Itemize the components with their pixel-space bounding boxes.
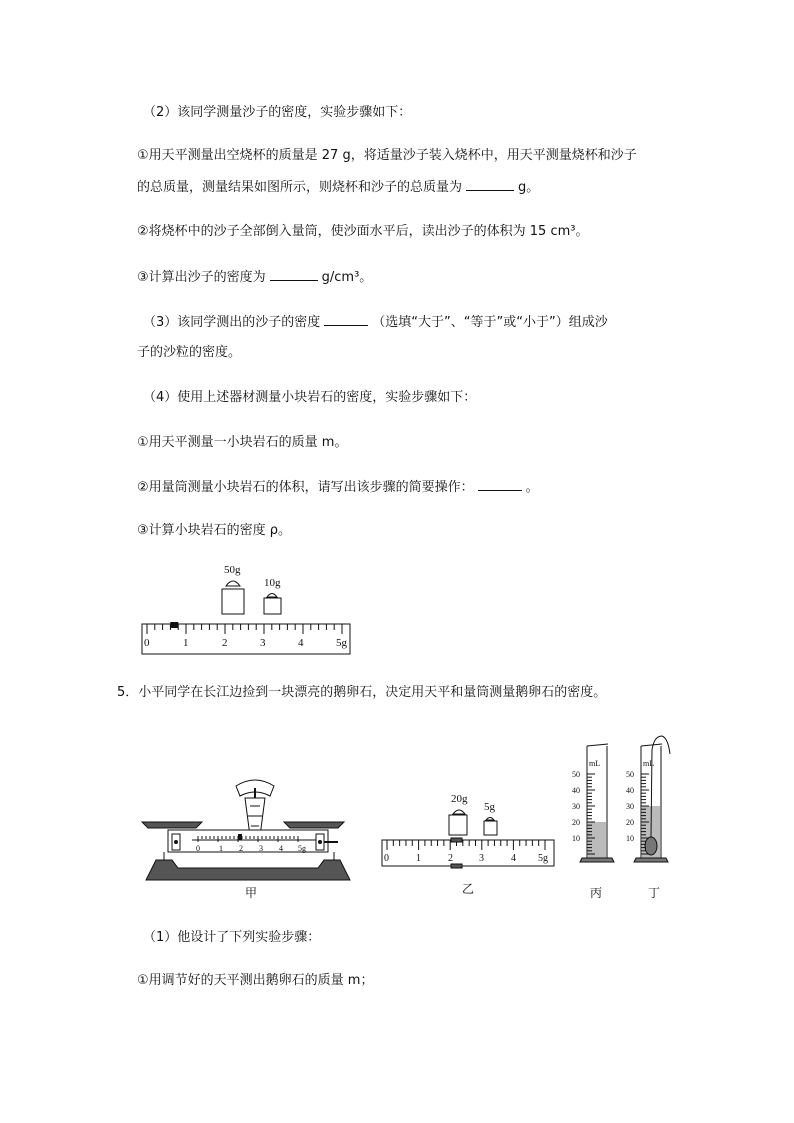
water-bing [588,822,606,858]
beam-label-5g: 5g [298,844,306,853]
scale-label-3: 3 [260,637,266,649]
bing-base [580,858,614,862]
weight-50g-label: 50g [224,564,241,576]
scale-label-1: 1 [183,637,189,649]
weight-10g-knob [267,594,277,598]
bing-mark-40: 40 [572,786,580,795]
q4-part4-step1: ①用天平测量一小块岩石的质量 m。 [137,435,348,450]
q5-scale-label-5g: 5g [538,853,548,864]
caption-jia: 甲 [245,886,258,900]
q4-part2-step3 [137,268,372,287]
q4-part2-step1-line2 [137,178,539,197]
q5-part1-intro: （1）他设计了下列实验步骤： [143,930,321,945]
weight-20g-label: 20g [451,793,468,805]
answer-blank-compare[interactable] [324,313,368,326]
bing-unit: mL [589,759,601,768]
bing-mark-50: 50 [572,770,580,779]
q4-part4-step2-text: ②用量筒测量小块岩石的体积，请写出该步骤的简要操作： [137,480,474,495]
q4-part4-intro: （4）使用上述器材测量小块岩石的密度，实验步骤如下： [143,390,477,405]
q4-mass-figure [140,560,355,660]
ding-mark-30: 30 [626,802,634,811]
q4-part2-step3-text: ③计算出沙子的密度为 [137,270,266,285]
bing-mark-10: 10 [572,834,580,843]
rider [170,622,178,628]
weight-5g [484,821,497,835]
q5-stem: 5．小平同学在长江边捡到一块漂亮的鹅卵石，决定用天平和量筒测量鹅卵石的密度。 [117,685,607,700]
ding-mark-10: 10 [626,834,634,843]
ding-mark-50: 50 [626,770,634,779]
q4-part2-intro: （2）该同学测量沙子的密度，实验步骤如下： [143,105,412,120]
q4-part2-step1-line1: ①用天平测量出空烧杯的质量是 27 g，将适量沙子装入烧杯中，用天平测量烧杯和沙子 [137,148,637,163]
q4-part3-text-b: （选填“大于”、“等于”或“小于”）组成沙 [372,315,608,330]
scale-label-0: 0 [144,637,150,649]
beam-rider [238,834,242,840]
q4-part3-text-a: （3）该同学测出的沙子的密度 [143,315,321,330]
q5-scale-label-0: 0 [384,853,389,864]
q4-part4-step2-end: 。 [525,480,539,495]
weight-50g-knob [226,581,240,586]
ding-unit: mL [643,759,655,768]
q5-part1-step1: ①用调节好的天平测出鹅卵石的质量 m； [137,973,374,988]
answer-blank-density[interactable] [270,268,318,281]
q4-part3-line1 [143,313,608,332]
answer-blank-total-mass[interactable] [466,178,514,191]
weight-10g-label: 10g [264,577,281,589]
fig-weights-scale [378,790,558,870]
fig-cylinder-bing [570,740,620,868]
scale-label-4: 4 [298,637,304,649]
unit-g: g。 [518,180,540,195]
weight-50g [222,589,244,614]
q4-part4-step3: ③计算小块岩石的密度 ρ。 [137,523,292,538]
beam-label-1: 1 [219,844,223,853]
caption-bing: 丙 [590,886,603,900]
caption-ding: 丁 [648,886,661,900]
ding-mark-20: 20 [626,818,634,827]
q5-scale-label-2: 2 [448,853,453,864]
caption-yi: 乙 [462,882,475,896]
q5-rider-top [451,838,462,842]
beam-label-3: 3 [259,844,263,853]
q5-rider-bottom [451,864,462,868]
unit-g-cm3: g/cm³。 [321,270,373,285]
right-pan [284,822,344,828]
bing-mark-20: 20 [572,818,580,827]
beam-label-0: 0 [196,844,200,853]
scale-label-2: 2 [222,637,228,649]
q4-part3-line2: 子的沙粒的密度。 [137,345,242,360]
weight-5g-label: 5g [484,801,495,813]
q4-part4-step2 [137,478,539,497]
q5-rider-scale [382,840,554,866]
fig-cylinder-ding [624,730,690,868]
q5-scale-label-1: 1 [416,853,421,864]
ding-mark-40: 40 [626,786,634,795]
beam-label-4: 4 [279,844,283,853]
left-pan [142,822,202,828]
ding-base [634,858,668,862]
beam-label-2: 2 [239,844,243,853]
q4-part2-step2: ②将烧杯中的沙子全部倒入量筒，使沙面水平后，读出沙子的体积为 15 cm³。 [137,224,589,239]
bing-mark-30: 30 [572,802,580,811]
fig-balance [138,776,360,884]
q5-scale-label-3: 3 [479,853,484,864]
answer-blank-operation[interactable] [478,478,522,491]
balance-base [146,860,350,880]
pebble [645,837,657,855]
scale-label-5g: 5g [336,637,347,649]
q5-scale-label-4: 4 [511,853,516,864]
q4-part2-step1-text: 的总质量，测量结果如图所示，则烧杯和沙子的总质量为 [137,180,463,195]
weight-10g [264,598,281,614]
weight-20g [449,815,467,835]
